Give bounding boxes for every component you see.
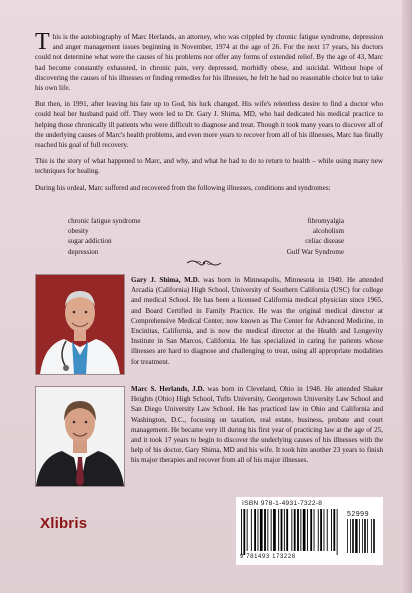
isbn-text: ISBN 978-1-4931-7322-8 bbox=[242, 500, 323, 507]
barcode bbox=[236, 497, 383, 565]
conditions-left-column bbox=[68, 216, 141, 257]
drop-cap: T bbox=[35, 29, 50, 55]
conditions-right-column bbox=[287, 216, 344, 257]
bio-shima-text: was born in Minneapolis, Minnesota in 1940. He attended Arcadia (California) High School, University of Southern California (USC) for college and medical School. He has been a licensed California medical physician since 1965, and Board Certified in Family Practice. He was the original medical director at Comprehensive Medical Center, now known as The Center for Advanced Medicine, in Encinitas, California, and is now the medical director at the Health and Longevity Institute in San Marcos, California. He has specialized in caring for patients whose illnesses are hard to diagnose and challenging to treat, using all appropriate modalities for treatment. bbox=[131, 276, 384, 366]
publisher-logo-text: Xlibris bbox=[40, 515, 88, 532]
condition-item: depression bbox=[68, 247, 99, 256]
author-photo-herlands bbox=[35, 386, 125, 487]
barcode-digits: 9 781493 173228 bbox=[240, 554, 296, 560]
synopsis bbox=[35, 29, 383, 199]
bio-shima-name: Gary J. Shima, M.D. bbox=[131, 276, 200, 284]
bio-herlands-name: Marc S. Herlands, J.D. bbox=[131, 385, 205, 393]
synopsis-paragraph-1 bbox=[35, 29, 383, 93]
bio-herlands bbox=[131, 384, 383, 466]
synopsis-paragraph-2: But then, in 1991, after leaving his fate up to God, his luck changed. His wife's relentless desire to find a doctor who could heal her husband paid off. They were led to Dr. Gary J. Shima, MD, who had dedicated his medical practice to helping those chronically ill patients who were difficult to diagnose and treat. Though it took many years to discover all of the underlying causes of Marc's health problems, and even more years to recover from all of his illnesses, Marc has finally reached his goal of full recovery. bbox=[35, 100, 383, 150]
condition-item: chronic fatigue syndrome bbox=[68, 217, 141, 225]
condition-item: obesity bbox=[68, 227, 89, 236]
synopsis-text-1: his is the autobiography of Marc Herlands, an attorney, who was crippled by chronic fatigue syndrome, depression and anger management issues beginning in November, 1974 at the age of 26. For the next 17 years, his doctors could not determine what were the causes of his problems nor offer any forms of extended relief. By the age of 43, Marc had become constantly exhausted, in chronic pain, very depressed, morbidly obese, and suicidal. Without hope of discovering the causes of his illnesses or finding remedies for his illnesses, he felt he had no reasonable choice but to take his own life. bbox=[35, 33, 383, 93]
ornament-divider bbox=[185, 259, 223, 267]
condition-item: alcoholism bbox=[312, 227, 344, 236]
bio-herlands-text: was born in Cleveland, Ohio in 1948. He attended Shaker Heights (Ohio) High School, Tufts University, Georgetown University Law School and San Diego University Law School. He has practiced law in Ohio and California and Washington, D.C., focusing on taxation, real estate, business, probate and court management. He became very ill during his first year of practicing law at the age of 25, and it took 17 years to begin to discover the underlying causes of his illnesses with the help of his doctor, Gary Shima, MD and his wife. It took him another 23 years to finish his major therapies and recover from all of his major illnesses. bbox=[131, 385, 383, 465]
condition-item: fibromyalgia bbox=[307, 217, 344, 225]
bio-shima bbox=[131, 275, 383, 367]
conditions-list bbox=[68, 216, 344, 257]
synopsis-paragraph-3: This is the story of what happened to Marc, and why, and what he had to do to return to health – while using many new techniques for healing. bbox=[35, 157, 383, 176]
cover-edge bbox=[402, 0, 412, 593]
author-photo-shima bbox=[35, 274, 125, 375]
condition-item: celiac disease bbox=[305, 237, 344, 246]
condition-item: sugar addiction bbox=[68, 237, 112, 246]
synopsis-paragraph-4: During his ordeal, Marc suffered and recovered from the following illnesses, conditions and syndromes: bbox=[35, 183, 331, 192]
price-code: 52999 bbox=[347, 511, 369, 518]
publisher-logo bbox=[40, 515, 87, 532]
barcode-bars bbox=[241, 509, 379, 555]
condition-item: Gulf War Syndrome bbox=[286, 247, 344, 256]
